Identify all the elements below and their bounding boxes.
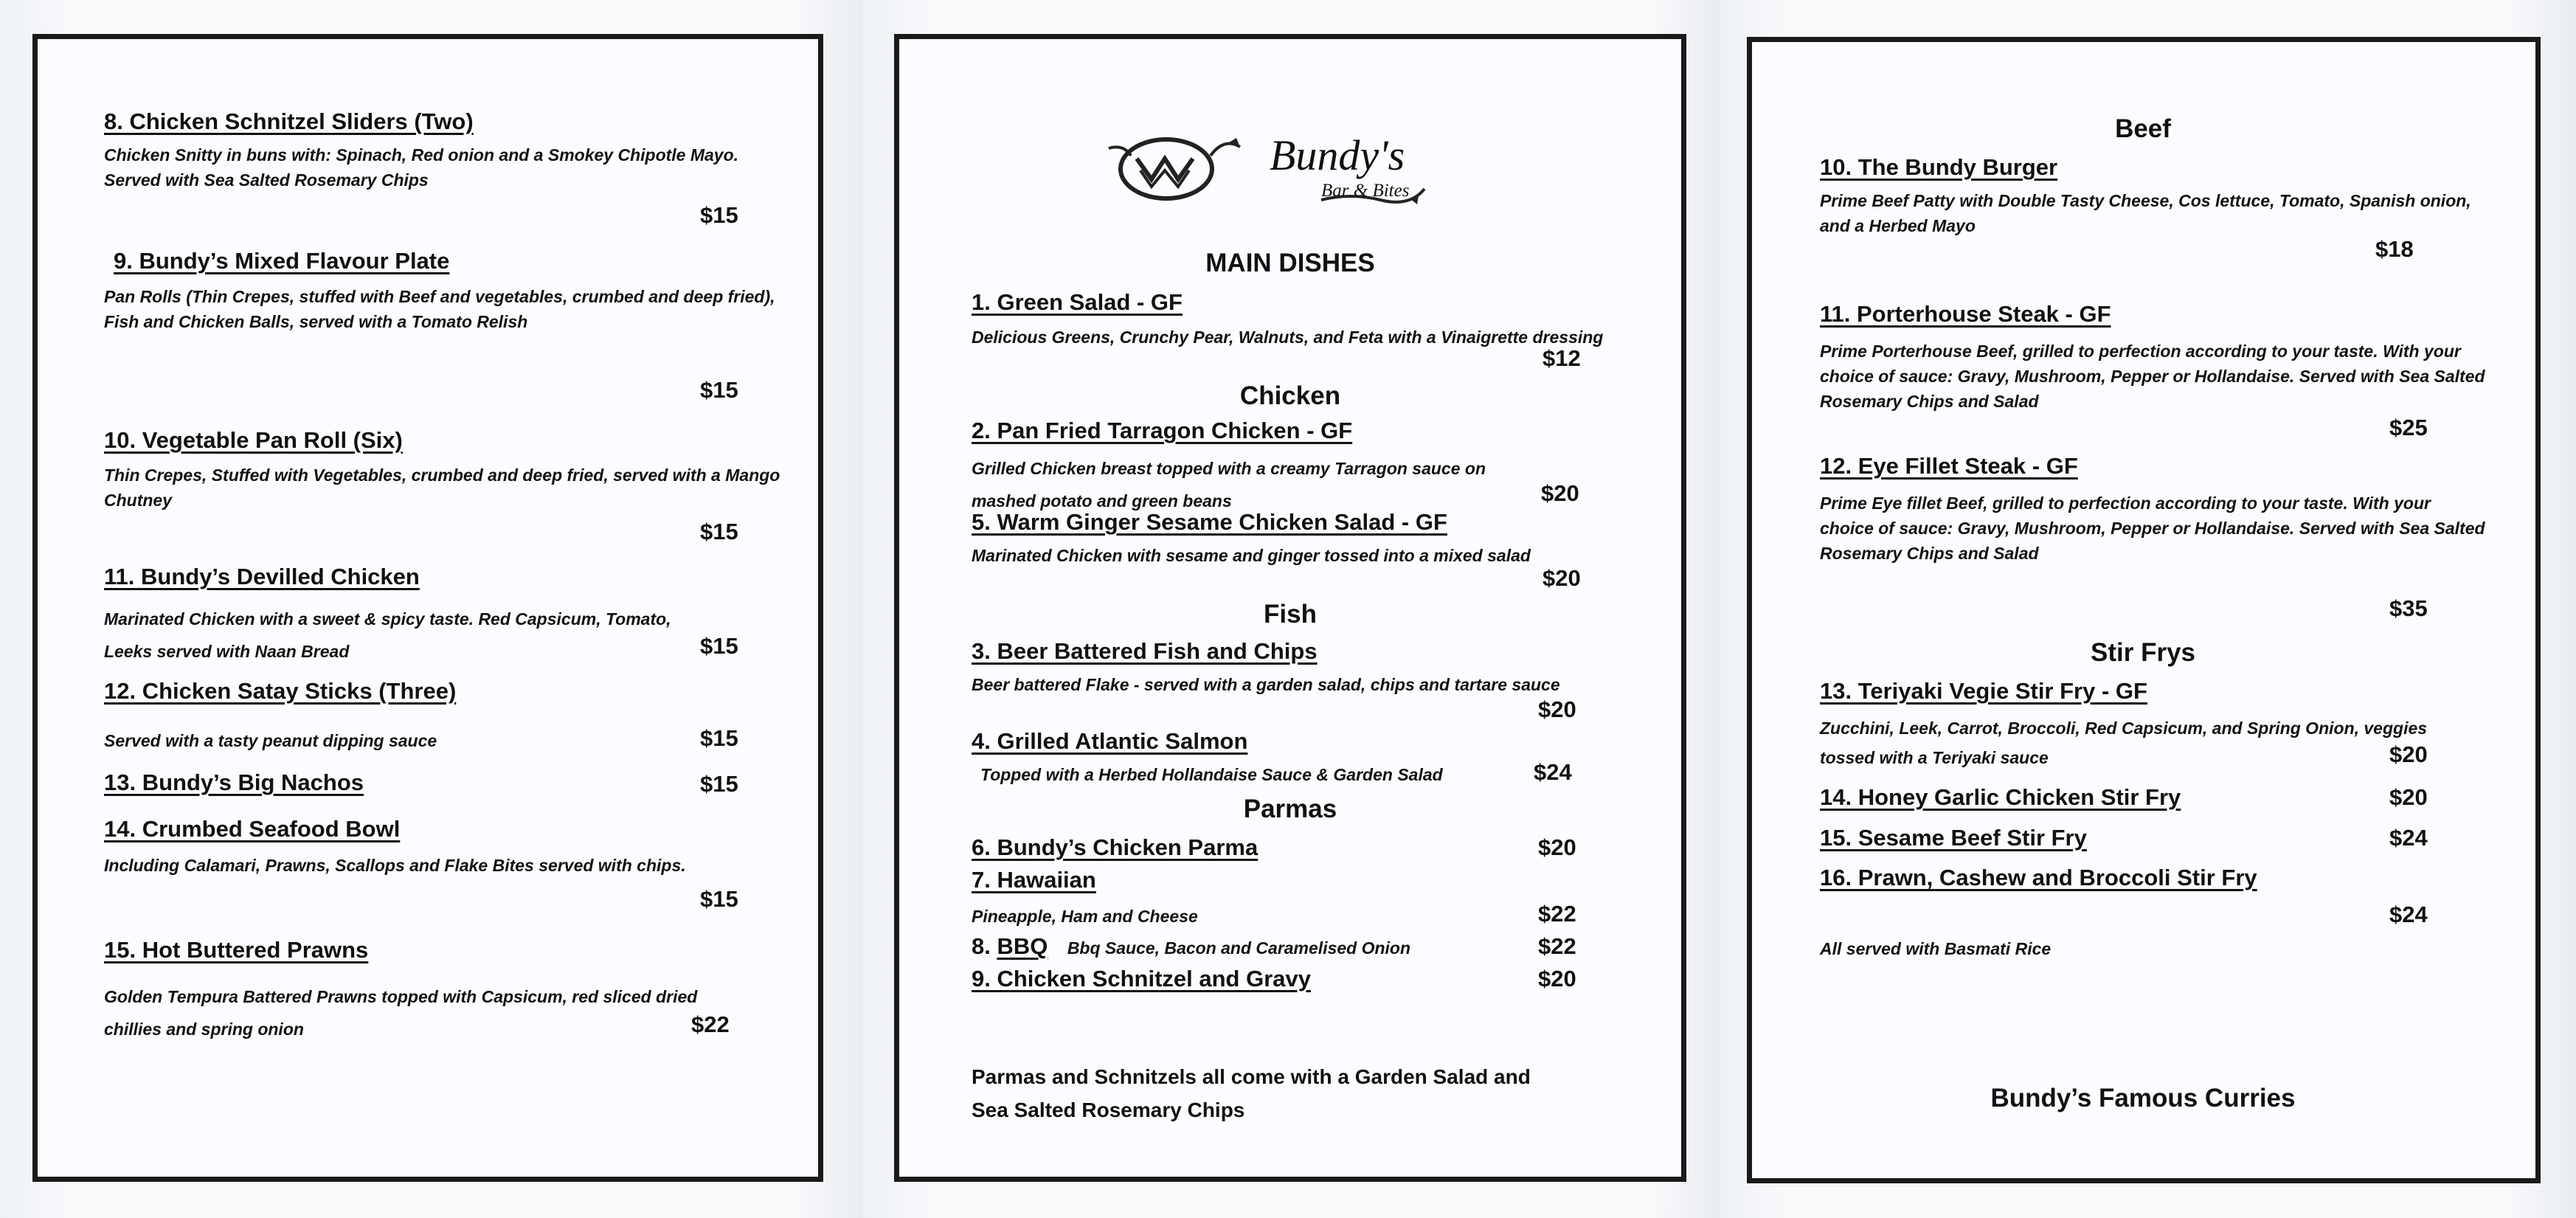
- menu-panel-beef-stirfry: [1747, 37, 2541, 1183]
- item-price: $20: [1538, 834, 1576, 860]
- item-price: $22: [1538, 901, 1576, 927]
- item-description: Golden Tempura Battered Prawns topped with Capsicum, red sliced dried chillies and spring onion: [104, 987, 698, 1039]
- item-price: $20: [1538, 966, 1576, 992]
- item-description: Chicken Snitty in buns with: Spinach, Red onion and a Smokey Chipotle Mayo. Served with Sea Salted Rosemary Chips: [104, 145, 739, 190]
- item-description: Grilled Chicken breast topped with a creamy Tarragon sauce on mashed potato and green beans: [972, 459, 1486, 511]
- rice-note: All served with Basmati Rice: [1820, 939, 2052, 958]
- item-title: 14. Honey Garlic Chicken Stir Fry: [1820, 784, 2181, 810]
- section-heading-beef: Beef: [2115, 114, 2171, 143]
- item-title: 16. Prawn, Cashew and Broccoli Stir Fry: [1820, 865, 2257, 890]
- item-price: $22: [691, 1011, 730, 1037]
- item-title: 15. Sesame Beef Stir Fry: [1820, 825, 2087, 851]
- section-heading-main-dishes: MAIN DISHES: [1205, 249, 1375, 277]
- menu-item: [1820, 453, 2484, 480]
- section-heading-chicken: Chicken: [1239, 381, 1341, 410]
- logo-name: Bundy's: [1270, 131, 1405, 179]
- section-heading-stir-frys: Stir Frys: [2091, 638, 2195, 667]
- item-title: 10. The Bundy Burger: [1820, 154, 2058, 180]
- parma-footer-note: Parmas and Schnitzels all come with a Garden Salad and Sea Salted Rosemary Chips: [972, 1065, 1531, 1121]
- item-description: Beer battered Flake - served with a garden salad, chips and tartare sauce: [972, 675, 1560, 694]
- item-price: $15: [700, 725, 738, 751]
- menu-item: [1820, 784, 2381, 811]
- menu-item: [104, 108, 797, 193]
- item-title: 11. Porterhouse Steak - GF: [1820, 301, 2111, 327]
- item-price: $24: [2389, 825, 2428, 851]
- item-title: BBQ: [997, 933, 1048, 959]
- item-price: $12: [1543, 345, 1581, 371]
- item-price: $20: [2389, 741, 2428, 767]
- item-title: 11. Bundy’s Devilled Chicken: [104, 564, 420, 589]
- section-heading-curries: Bundy’s Famous Curries: [1990, 1084, 2296, 1113]
- item-description: Including Calamari, Prawns, Scallops and Flake Bites served with chips.: [104, 856, 686, 875]
- item-price: $25: [2389, 415, 2428, 440]
- item-price: $24: [2389, 902, 2428, 927]
- item-title: 10. Vegetable Pan Roll (Six): [104, 427, 403, 453]
- menu-item: [972, 509, 1665, 568]
- item-price: $20: [1543, 565, 1581, 591]
- menu-item: [104, 427, 797, 513]
- menu-item: [972, 933, 1562, 960]
- menu-item: [114, 248, 800, 274]
- menu-item: [1820, 865, 2381, 891]
- item-price: $22: [1538, 933, 1576, 959]
- item-title: 2. Pan Fried Tarragon Chicken - GF: [972, 418, 1353, 443]
- item-title: 12. Eye Fillet Steak - GF: [1820, 453, 2078, 479]
- menu-item: [972, 728, 1665, 755]
- item-title: 15. Hot Buttered Prawns: [104, 937, 369, 963]
- item-price: $15: [700, 771, 738, 797]
- item-title: 5. Warm Ginger Sesame Chicken Salad - GF: [972, 509, 1447, 535]
- menu-item: [972, 966, 1562, 992]
- item-description: Prime Porterhouse Beef, grilled to perfection according to your taste. With your choice of sauce: Gravy, Mushroom, Pepper or Hollandaise. Served with Sea Salted Rosemary Chips and Salad: [1820, 342, 2485, 411]
- item-price: $24: [1534, 759, 1572, 785]
- item-description: Zucchini, Leek, Carrot, Broccoli, Red Capsicum, and Spring Onion, veggies tossed with a Teriyaki sauce: [1820, 719, 2428, 767]
- item-description: Topped with a Herbed Hollandaise Sauce & Garden Salad: [980, 765, 1443, 784]
- menu-item: [1820, 678, 2484, 705]
- item-description: Prime Beef Patty with Double Tasty Cheese, Cos lettuce, Tomato, Spanish onion, and a Herbed Mayo: [1820, 191, 2471, 235]
- item-description: Served with a tasty peanut dipping sauce: [104, 731, 437, 750]
- menu-panel-main-dishes: [894, 34, 1686, 1182]
- item-title: 1. Green Salad - GF: [972, 289, 1183, 315]
- menu-item: [104, 816, 797, 878]
- item-title: 13. Bundy’s Big Nachos: [104, 769, 364, 795]
- item-title: 6. Bundy’s Chicken Parma: [972, 834, 1258, 860]
- item-price: $15: [700, 633, 738, 659]
- item-number: 8.: [972, 933, 997, 959]
- item-title: 12. Chicken Satay Sticks (Three): [104, 678, 457, 704]
- section-heading-fish: Fish: [1264, 600, 1317, 629]
- logo-subtitle: Bar & Bites: [1321, 181, 1410, 201]
- menu-item: [972, 638, 1665, 697]
- menu-item: [972, 289, 1665, 350]
- item-price: $15: [700, 202, 738, 228]
- item-title: 14. Crumbed Seafood Bowl: [104, 816, 401, 842]
- item-price: $15: [700, 886, 738, 912]
- item-title: 9. Bundy’s Mixed Flavour Plate: [114, 248, 450, 274]
- item-title: 4. Grilled Atlantic Salmon: [972, 728, 1248, 754]
- item-title: 7. Hawaiian: [972, 867, 1096, 893]
- item-price: $18: [2375, 236, 2414, 262]
- menu-item: [972, 418, 1665, 444]
- item-title: 9. Chicken Schnitzel and Gravy: [972, 966, 1311, 992]
- item-description: Marinated Chicken with sesame and ginger tossed into a mixed salad: [972, 546, 1531, 565]
- menu-item: [1820, 825, 2381, 851]
- item-description: Pineapple, Ham and Cheese: [972, 907, 1198, 926]
- item-title: 13. Teriyaki Vegie Stir Fry - GF: [1820, 678, 2147, 704]
- item-description: Marinated Chicken with a sweet & spicy taste. Red Capsicum, Tomato, Leeks served with Naan Bread: [104, 609, 671, 661]
- item-description: Prime Eye fillet Beef, grilled to perfection according to your taste. With your choice of sauce: Gravy, Mushroom, Pepper or Hollandaise. Served with Sea Salted Rosemary Chips and Salad: [1820, 494, 2485, 563]
- item-title: 8. Chicken Schnitzel Sliders (Two): [104, 108, 474, 134]
- menu-panel-starters: [32, 34, 823, 1182]
- menu-item: [104, 937, 797, 963]
- item-price: $20: [1538, 696, 1576, 722]
- item-price: $15: [700, 377, 738, 403]
- menu-item: [104, 769, 797, 796]
- item-description: Bbq Sauce, Bacon and Caramelised Onion: [1067, 938, 1411, 958]
- item-description: Delicious Greens, Crunchy Pear, Walnuts, and Feta with a Vinaigrette dressing: [972, 328, 1604, 347]
- bundys-logo: [1100, 126, 1483, 215]
- item-price: $20: [2389, 784, 2428, 810]
- item-description: Thin Crepes, Stuffed with Vegetables, crumbed and deep fried, served with a Mango Chutney: [104, 466, 780, 510]
- item-title: 3. Beer Battered Fish and Chips: [972, 638, 1318, 664]
- menu-item: [104, 564, 797, 590]
- item-price: $20: [1541, 480, 1579, 506]
- section-heading-parmas: Parmas: [1243, 795, 1337, 823]
- menu-item: [1820, 301, 2484, 328]
- item-price: $35: [2389, 595, 2428, 621]
- menu-item: [104, 678, 797, 705]
- item-price: $15: [700, 519, 738, 544]
- item-description: Pan Rolls (Thin Crepes, stuffed with Beef and vegetables, crumbed and deep fried), Fish and Chicken Balls, served with a Tomato Relish: [104, 287, 775, 331]
- menu-item: [1820, 154, 2484, 238]
